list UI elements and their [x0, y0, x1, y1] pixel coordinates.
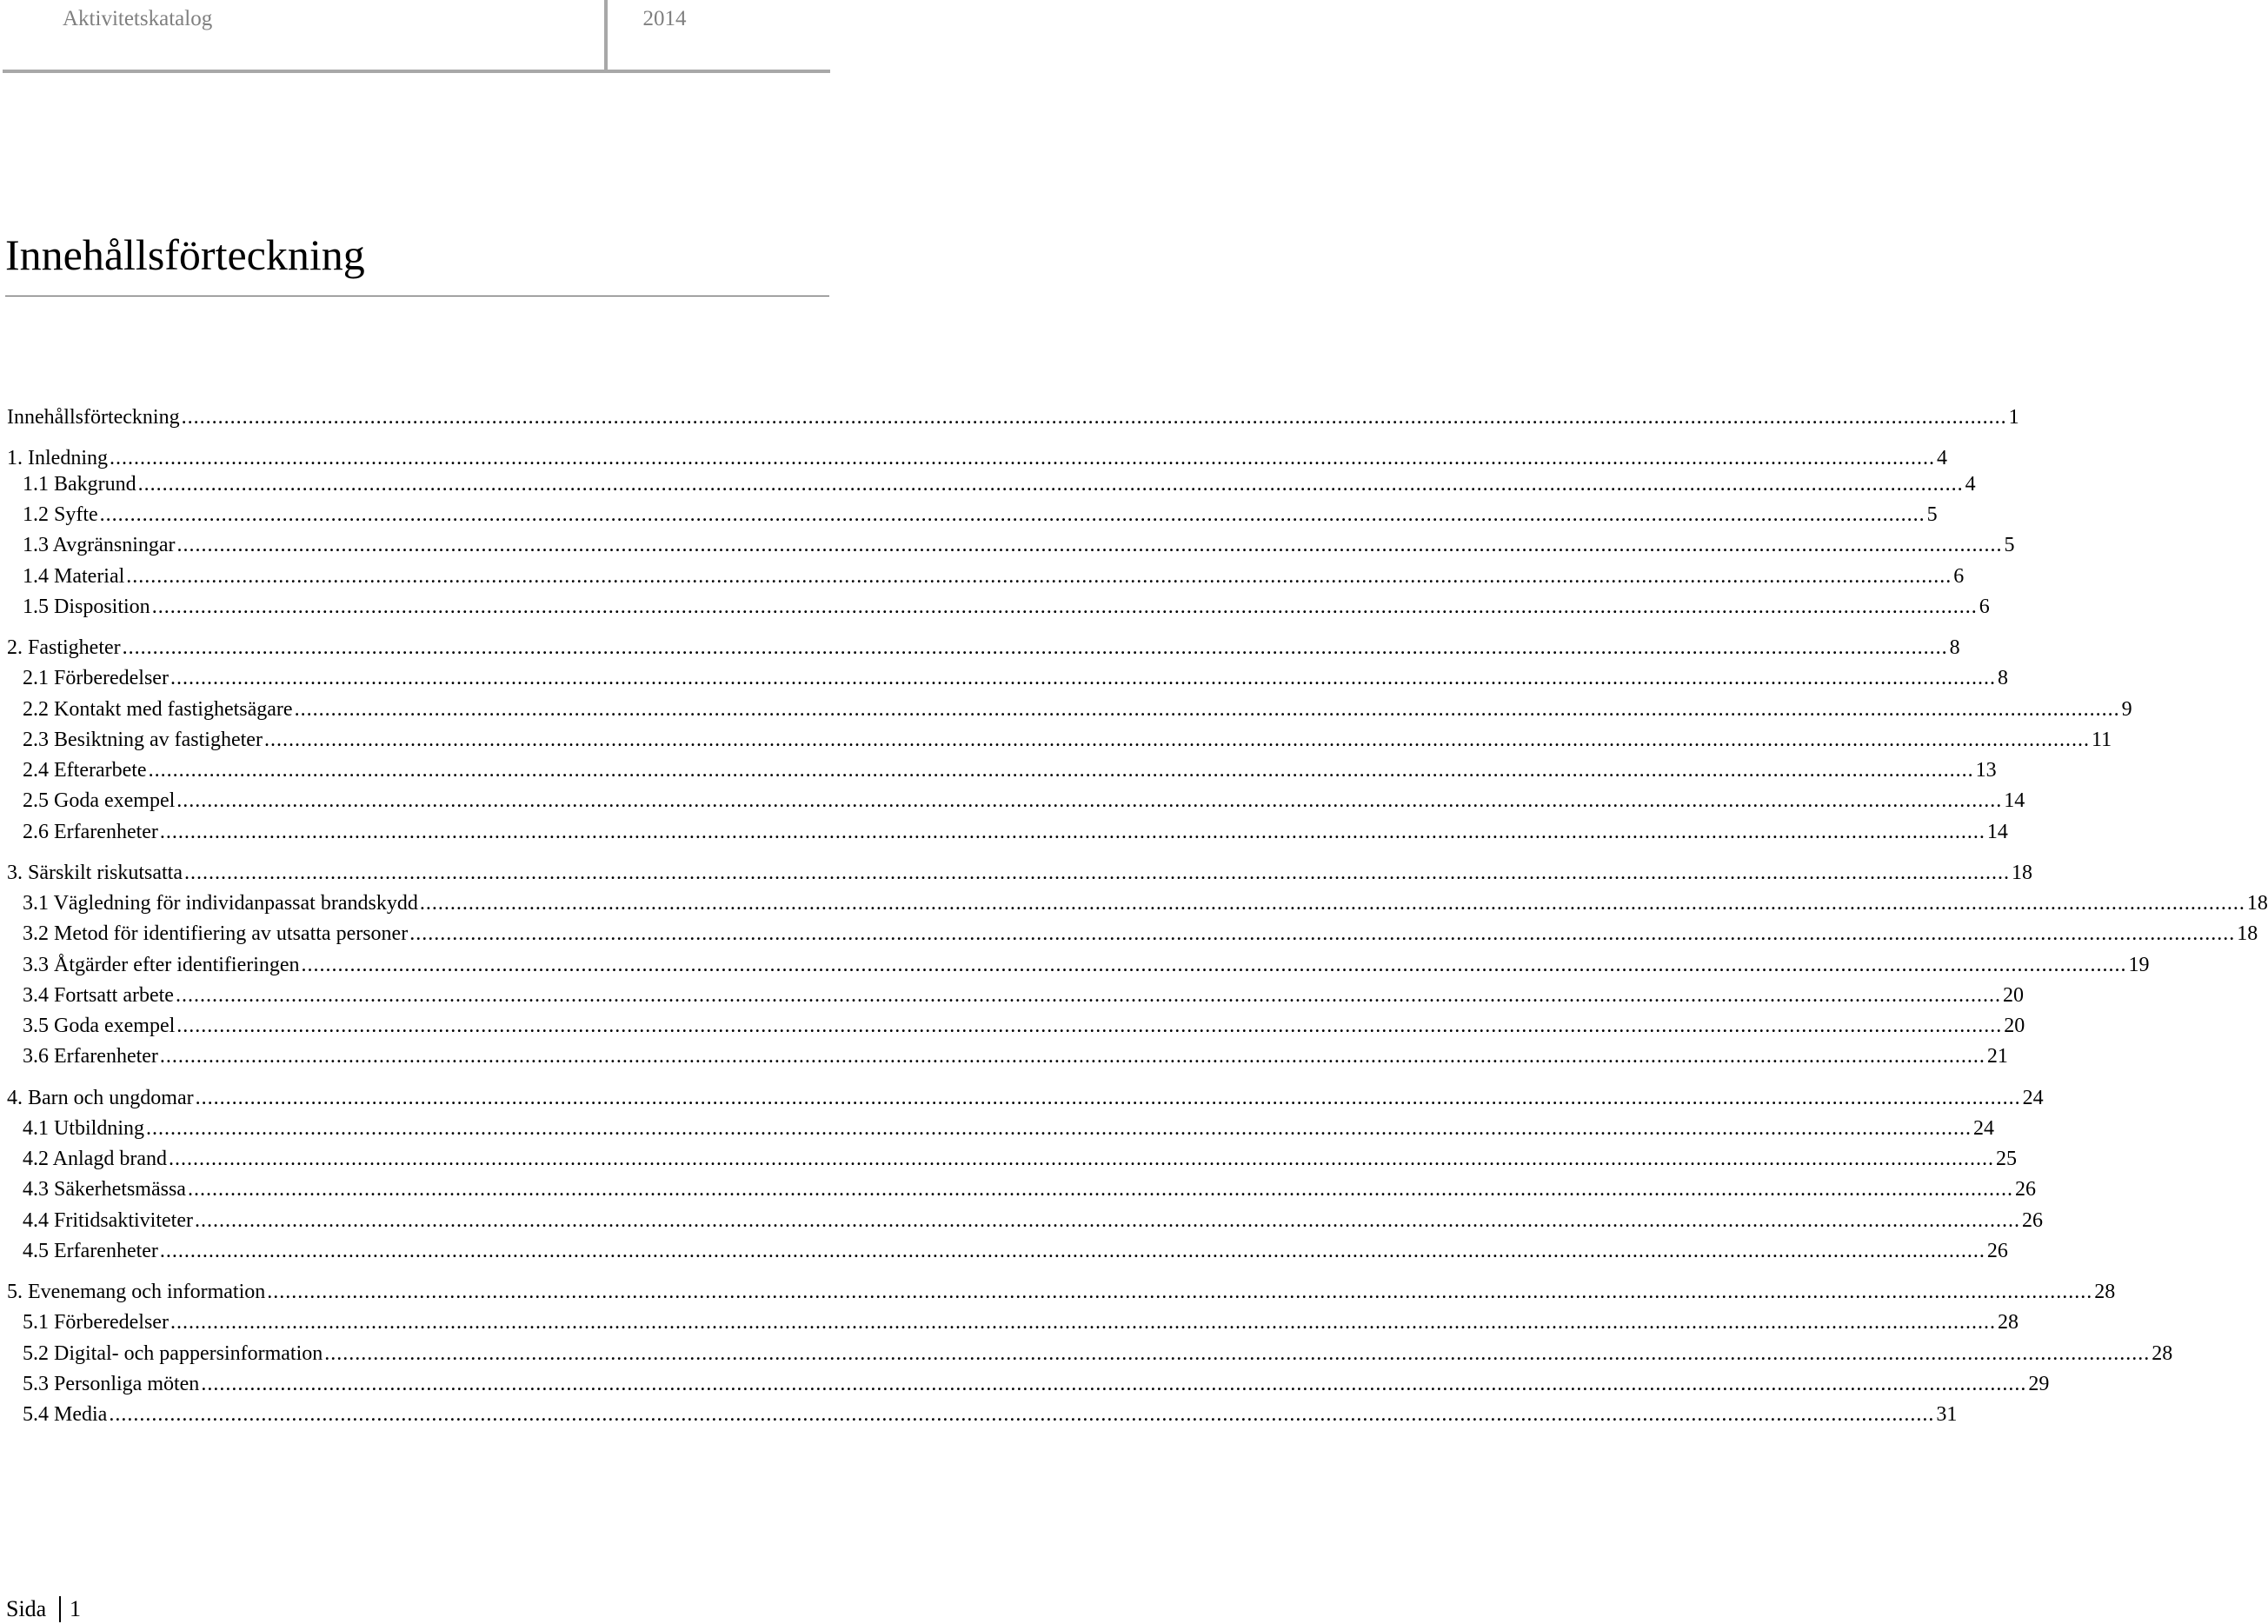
toc-leader-dots: ............................................................................................................................................................................................................................................................................................................	[159, 821, 1985, 843]
toc-entry-page: 18	[2011, 862, 2032, 884]
header-divider	[604, 0, 608, 70]
toc-entry[interactable]	[23, 949, 2150, 977]
toc-entry-page: 8	[1949, 636, 1960, 659]
toc-entry[interactable]	[7, 1276, 2116, 1304]
toc-entry-label: 4.4 Fritidsaktiviteter	[23, 1209, 193, 1232]
toc-entry-label: 2.1 Förberedelser	[23, 667, 169, 689]
toc-entry-label: 5.2 Digital- och pappersinformation	[23, 1342, 323, 1365]
toc-entry-label: 3. Särskilt riskutsatta	[7, 862, 183, 884]
toc-entry-label: 2.2 Kontakt med fastighetsägare	[23, 698, 293, 721]
toc-entry[interactable]	[23, 1368, 2050, 1396]
toc-leader-dots: ............................................................................................................................................................................................................................................................................................................	[109, 1403, 1935, 1426]
toc-entry-page: 6	[1979, 596, 1990, 618]
toc-entry-label: 3.2 Metod för identifiering av utsatta personer	[23, 922, 409, 945]
toc-leader-dots: ............................................................................................................................................................................................................................................................................................................	[146, 1117, 1972, 1140]
toc-leader-dots: ............................................................................................................................................................................................................................................................................................................	[176, 789, 2003, 812]
header-rule	[3, 70, 830, 73]
toc-entry-label: 4.1 Utbildning	[23, 1117, 145, 1140]
toc-entry-page: 20	[2002, 984, 2024, 1007]
toc-entry-page: 4	[1936, 447, 1947, 469]
toc-entry-label: 3.1 Vägledning för individanpassat brandskydd	[23, 892, 418, 915]
toc-entry[interactable]	[23, 1143, 2017, 1171]
toc-entry-label: 1.2 Syfte	[23, 503, 98, 526]
toc-entry-label: 3.5 Goda exempel	[23, 1015, 176, 1037]
toc-entry-page: 4	[1965, 473, 1976, 496]
toc-leader-dots: ............................................................................................................................................................................................................................................................................................................	[148, 759, 1974, 782]
toc-entry-label: 1.1 Bakgrund	[23, 473, 136, 496]
toc-leader-dots: ............................................................................................................................................................................................................................................................................................................	[159, 1240, 1985, 1262]
toc-entry-page: 26	[1986, 1240, 2008, 1262]
toc-entry-page: 25	[1995, 1148, 2017, 1170]
header-title: Aktivitetskatalog	[63, 7, 213, 30]
toc-entry-label: 2. Fastigheter	[7, 636, 121, 659]
toc-entry[interactable]	[23, 561, 1965, 589]
toc-leader-dots: ............................................................................................................................................................................................................................................................................................................	[201, 1373, 2027, 1395]
toc-entry-page: 26	[2021, 1209, 2043, 1232]
toc-leader-dots: ............................................................................................................................................................................................................................................................................................................	[168, 1148, 1994, 1170]
toc-entry-label: 2.5 Goda exempel	[23, 789, 176, 812]
toc-entry[interactable]	[23, 785, 2025, 813]
toc-entry-page: 28	[2094, 1281, 2116, 1303]
toc-entry[interactable]	[23, 694, 2132, 722]
toc-leader-dots: ............................................................................................................................................................................................................................................................................................................	[195, 1087, 2021, 1109]
toc-entry-page: 8	[1997, 667, 2008, 689]
toc-leader-dots: ............................................................................................................................................................................................................................................................................................................	[409, 922, 2236, 945]
toc-entry[interactable]	[23, 591, 1990, 619]
toc-leader-dots: ............................................................................................................................................................................................................................................................................................................	[151, 596, 1978, 618]
toc-entry-label: 3.3 Åtgärder efter identifieringen	[23, 954, 300, 976]
header-year: 2014	[642, 7, 687, 30]
toc-entry[interactable]	[23, 888, 2268, 915]
toc-entry-label: 3.6 Erfarenheter	[23, 1045, 158, 1068]
toc-leader-dots: ............................................................................................................................................................................................................................................................................................................	[294, 698, 2120, 721]
toc-entry-page: 11	[2091, 729, 2112, 751]
toc-leader-dots: ............................................................................................................................................................................................................................................................................................................	[419, 892, 2245, 915]
toc-entry[interactable]	[23, 469, 1976, 496]
toc-entry-page: 28	[2152, 1342, 2173, 1365]
toc-entry-label: 4. Barn och ungdomar	[7, 1087, 194, 1109]
toc-entry[interactable]	[23, 816, 2008, 844]
toc-leader-dots: ............................................................................................................................................................................................................................................................................................................	[324, 1342, 2151, 1365]
toc-entry-page: 9	[2121, 698, 2132, 721]
toc-entry[interactable]	[23, 662, 2008, 690]
toc-entry-label: Innehållsförteckning	[7, 406, 180, 429]
toc-leader-dots: ............................................................................................................................................................................................................................................................................................................	[301, 954, 2127, 976]
toc-entry[interactable]	[23, 980, 2024, 1008]
toc-entry[interactable]	[7, 443, 1947, 470]
toc-entry-page: 24	[1973, 1117, 1995, 1140]
toc-entry[interactable]	[23, 529, 2015, 557]
toc-entry-page: 18	[2237, 922, 2258, 945]
toc-entry-label: 5. Evenemang och information	[7, 1281, 266, 1303]
toc-entry-page: 28	[1997, 1311, 2019, 1334]
toc-entry-label: 4.2 Anlagd brand	[23, 1148, 167, 1170]
toc-entry-label: 5.1 Förberedelser	[23, 1311, 169, 1334]
toc-leader-dots: ............................................................................................................................................................................................................................................................................................................	[181, 406, 2007, 429]
toc-leader-dots: ............................................................................................................................................................................................................................................................................................................	[263, 729, 2090, 751]
toc-entry-page: 24	[2022, 1087, 2044, 1109]
toc-entry-label: 4.3 Säkerhetsmässa	[23, 1178, 186, 1201]
footer-page-number: 1	[70, 1596, 81, 1621]
toc-leader-dots: ............................................................................................................................................................................................................................................................................................................	[99, 503, 1925, 526]
toc-entry-page: 26	[2014, 1178, 2036, 1201]
toc-leader-dots: ............................................................................................................................................................................................................................................................................................................	[137, 473, 1964, 496]
toc-leader-dots: ............................................................................................................................................................................................................................................................................................................	[126, 565, 1952, 588]
toc-entry-page: 14	[2004, 789, 2025, 812]
toc-leader-dots: ............................................................................................................................................................................................................................................................................................................	[267, 1281, 2093, 1303]
toc-leader-dots: ............................................................................................................................................................................................................................................................................................................	[175, 984, 2001, 1007]
toc-entry-page: 13	[1975, 759, 1997, 782]
toc-leader-dots: ............................................................................................................................................................................................................................................................................................................	[170, 667, 1996, 689]
toc-entry[interactable]	[23, 1041, 2008, 1068]
toc-entry-label: 5.3 Personliga möten	[23, 1373, 200, 1395]
toc-leader-dots: ............................................................................................................................................................................................................................................................................................................	[183, 862, 2010, 884]
toc-leader-dots: ............................................................................................................................................................................................................................................................................................................	[122, 636, 1948, 659]
toc-entry[interactable]	[7, 632, 1960, 660]
toc-entry-label: 1. Inledning	[7, 447, 108, 469]
toc-leader-dots: ............................................................................................................................................................................................................................................................................................................	[176, 534, 2003, 556]
toc-entry-page: 5	[2004, 534, 2015, 556]
toc-leader-dots: ............................................................................................................................................................................................................................................................................................................	[194, 1209, 2020, 1232]
toc-leader-dots: ............................................................................................................................................................................................................................................................................................................	[176, 1015, 2003, 1037]
toc-leader-dots: ............................................................................................................................................................................................................................................................................................................	[187, 1178, 2013, 1201]
toc-entry-label: 2.3 Besiktning av fastigheter	[23, 729, 263, 751]
toc-entry-page: 14	[1986, 821, 2008, 843]
toc-entry-page: 6	[1953, 565, 1965, 588]
toc-entry-page: 19	[2128, 954, 2150, 976]
toc-entry-page: 21	[1986, 1045, 2008, 1068]
toc-entry[interactable]	[23, 1235, 2008, 1263]
toc-entry-label: 5.4 Media	[23, 1403, 108, 1426]
toc-entry-label: 1.3 Avgränsningar	[23, 534, 176, 556]
toc-entry[interactable]	[23, 724, 2112, 752]
toc-entry-label: 2.6 Erfarenheter	[23, 821, 158, 843]
toc-entry-label: 2.4 Efterarbete	[23, 759, 147, 782]
toc-entry-label: 1.5 Disposition	[23, 596, 150, 618]
toc-leader-dots: ............................................................................................................................................................................................................................................................................................................	[159, 1045, 1985, 1068]
toc-entry[interactable]	[7, 402, 2019, 429]
toc-entry[interactable]	[7, 1082, 2044, 1110]
toc-leader-dots: ............................................................................................................................................................................................................................................................................................................	[170, 1311, 1996, 1334]
toc-entry-page: 31	[1936, 1403, 1958, 1426]
toc-entry-page: 18	[2246, 892, 2268, 915]
page-title: Innehållsförteckning	[5, 230, 365, 279]
toc-entry[interactable]	[23, 1174, 2036, 1201]
toc-entry[interactable]	[7, 857, 2032, 885]
toc-entry-label: 1.4 Material	[23, 565, 125, 588]
toc-entry[interactable]	[23, 1399, 1958, 1427]
toc-entry-page: 1	[2008, 406, 2019, 429]
footer-separator	[59, 1596, 61, 1622]
toc-entry-page: 29	[2028, 1373, 2050, 1395]
toc-entry[interactable]	[23, 1338, 2173, 1366]
toc-entry-page: 20	[2004, 1015, 2025, 1037]
toc-entry[interactable]	[23, 1307, 2019, 1334]
toc-entry[interactable]	[23, 1010, 2025, 1038]
toc-entry[interactable]	[23, 1113, 1995, 1141]
toc-entry-label: 3.4 Fortsatt arbete	[23, 984, 174, 1007]
footer-label: Sida	[6, 1596, 47, 1621]
toc-entry[interactable]	[23, 1205, 2043, 1233]
toc-entry[interactable]	[23, 499, 1938, 527]
toc-entry[interactable]	[23, 755, 1997, 782]
toc-entry[interactable]	[23, 918, 2258, 946]
toc-entry-label: 4.5 Erfarenheter	[23, 1240, 158, 1262]
toc-entry-page: 5	[1926, 503, 1938, 526]
toc-leader-dots: ............................................................................................................................................................................................................................................................................................................	[109, 447, 1935, 469]
